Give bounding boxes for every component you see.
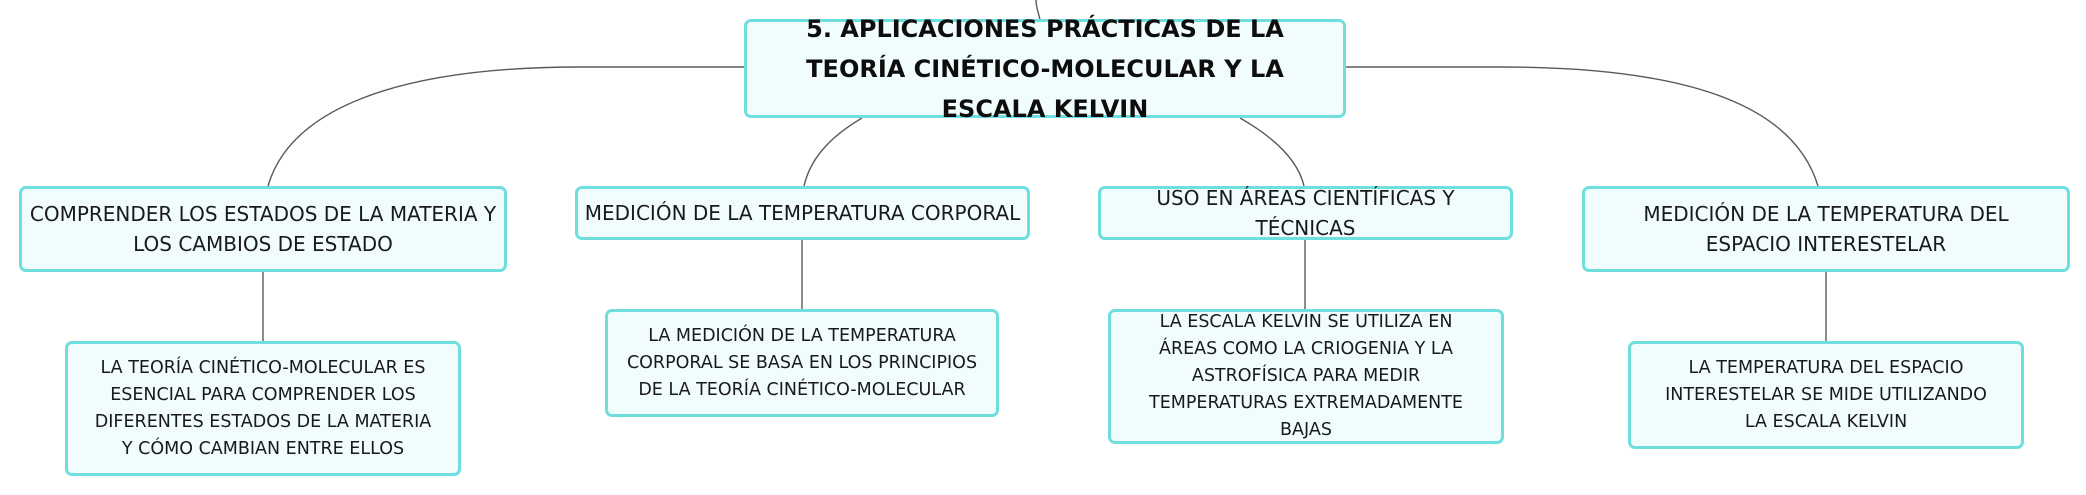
- branch-title-states-of-matter: COMPRENDER LOS ESTADOS DE LA MATERIA Y LOS CAMBIOS DE ESTADO: [29, 202, 497, 256]
- branch-title-interstellar-space: MEDICIÓN DE LA TEMPERATURA DEL ESPACIO INTERESTELAR: [1643, 202, 2009, 256]
- detail-node-interstellar-space[interactable]: [1628, 341, 2024, 449]
- branch-title-body-temperature: MEDICIÓN DE LA TEMPERATURA CORPORAL: [584, 201, 1021, 225]
- detail-text-states-of-matter: LA TEORÍA CINÉTICO-MOLECULAR ES ESENCIAL PARA COMPRENDER LOS DIFERENTES ESTADOS DE LA MATERIA Y CÓMO CAMBIAN ENTRE ELLOS: [94, 357, 432, 459]
- root-topic-node[interactable]: [744, 14, 1346, 123]
- branch-node-body-temperature[interactable]: [575, 186, 1030, 240]
- branch-node-interstellar-space[interactable]: [1582, 186, 2070, 272]
- branch-node-states-of-matter[interactable]: [19, 186, 507, 272]
- branch-title-scientific-uses: USO EN ÁREAS CIENTÍFICAS Y TÉCNICAS: [1156, 186, 1455, 240]
- root-topic-title: 5. APLICACIONES PRÁCTICAS DE LA TEORÍA CINÉTICO-MOLECULAR Y LA ESCALA KELVIN: [806, 14, 1284, 123]
- detail-text-scientific-uses: LA ESCALA KELVIN SE UTILIZA EN ÁREAS COMO LA CRIOGENIA Y LA ASTROFÍSICA PARA MEDIR TEMPERATURAS EXTREMADAMENTE BAJAS: [1149, 312, 1463, 440]
- detail-node-scientific-uses[interactable]: [1108, 309, 1504, 444]
- connector-root-branch-4: [1345, 67, 1818, 186]
- detail-node-body-temperature[interactable]: [605, 309, 999, 417]
- detail-node-states-of-matter[interactable]: [65, 341, 461, 476]
- detail-text-body-temperature: LA MEDICIÓN DE LA TEMPERATURA CORPORAL SE BASA EN LOS PRINCIPIOS DE LA TEORÍA CINÉTICO-MOLECULAR: [626, 325, 978, 400]
- connector-root-branch-1: [268, 67, 745, 186]
- detail-text-interstellar-space: LA TEMPERATURA DEL ESPACIO INTERESTELAR SE MIDE UTILIZANDO LA ESCALA KELVIN: [1665, 357, 1987, 432]
- branch-node-scientific-uses[interactable]: [1098, 186, 1513, 240]
